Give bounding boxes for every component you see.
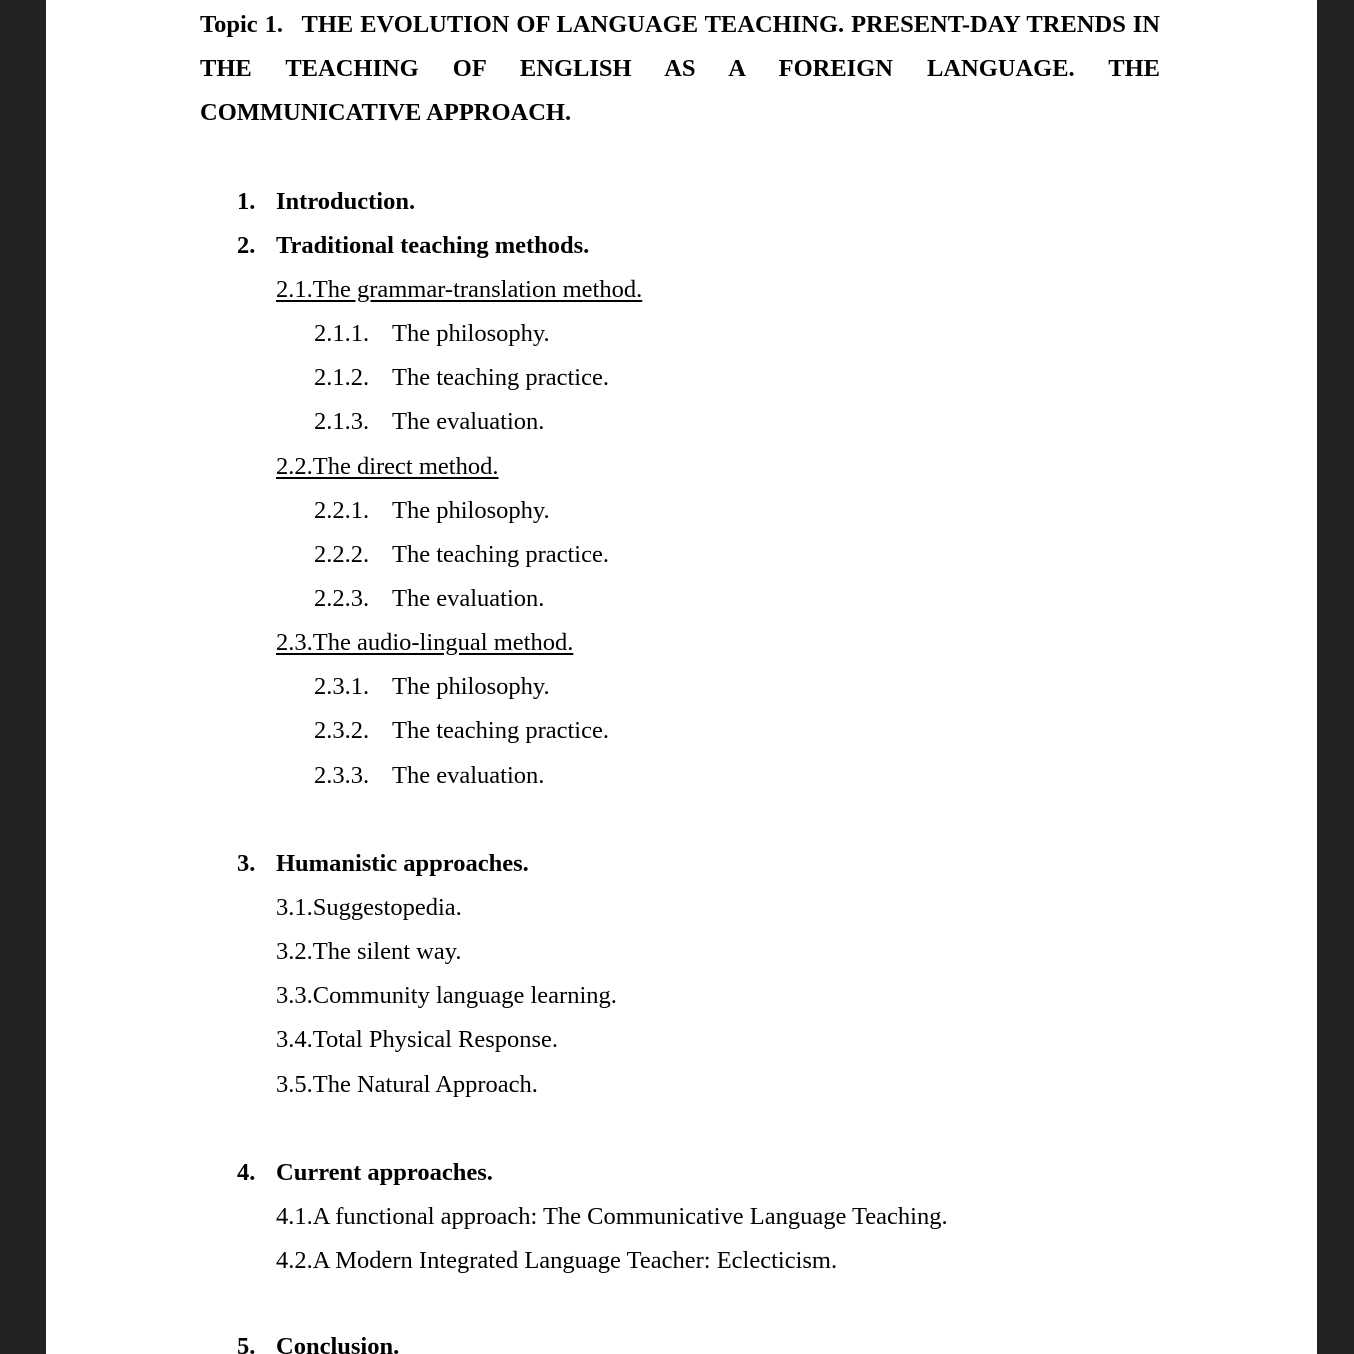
item-text: The teaching practice.: [392, 364, 609, 391]
item-number: 2.3.1.: [314, 673, 370, 700]
outline-item-2-1-2: [314, 356, 609, 400]
item-text: The teaching practice.: [392, 717, 609, 744]
item-number: 2.2.1.: [314, 497, 370, 524]
item-number: 2.2.2.: [314, 541, 370, 568]
item-number: 4.: [237, 1159, 256, 1186]
outline-item-3-1: 3.1.Suggestopedia.: [276, 894, 462, 921]
topic-title-text: THE EVOLUTION OF LANGUAGE TEACHING. PRESENT-DAY TRENDS IN THE TEACHING OF ENGLISH AS A FOREIGN LANGUAGE. THE COMMUNICATIVE APPROACH.: [200, 11, 1161, 126]
outline-item-2-1-3: [314, 400, 544, 444]
item-number: 2.1.3.: [314, 408, 370, 435]
outline-item-4-1: 4.1.A functional approach: The Communicative Language Teaching.: [276, 1203, 948, 1230]
outline-item-2-1-1: [314, 312, 550, 356]
topic-label: Topic 1.: [200, 11, 283, 38]
outline-item-2-2-3: [314, 577, 544, 621]
outline-item-3-2: 3.2.The silent way.: [276, 938, 462, 965]
outline-item-5: [237, 1325, 399, 1354]
item-number: 2.: [237, 232, 256, 259]
outline-item-1: [237, 180, 415, 224]
item-text: The philosophy.: [392, 497, 550, 524]
outline-item-2-1: 2.1.The grammar-translation method.: [276, 276, 643, 303]
outline-item-3: [237, 842, 529, 886]
outline-item-4-2: 4.2.A Modern Integrated Language Teacher: Eclecticism.: [276, 1247, 838, 1274]
item-text: The teaching practice.: [392, 541, 609, 568]
item-text: Humanistic approaches.: [276, 850, 529, 877]
item-number: 2.1.1.: [314, 320, 370, 347]
outline-item-3-5: 3.5.The Natural Approach.: [276, 1071, 538, 1098]
item-text: Current approaches.: [276, 1159, 493, 1186]
item-text: The philosophy.: [392, 320, 550, 347]
outline-item-2-3: 2.3.The audio-lingual method.: [276, 629, 574, 656]
outline-item-2: [237, 224, 589, 268]
item-number: 1.: [237, 188, 256, 215]
item-text: Traditional teaching methods.: [276, 232, 590, 259]
outline-item-2-3-1: [314, 665, 550, 709]
document-page: [46, 0, 1317, 1354]
item-number: 2.3.3.: [314, 762, 370, 789]
item-text: The evaluation.: [392, 585, 545, 612]
document-title: [200, 3, 1160, 135]
outline-item-2-2-2: [314, 533, 609, 577]
item-text: The evaluation.: [392, 408, 545, 435]
outline-item-4: [237, 1151, 493, 1195]
outline-item-2-3-2: [314, 709, 609, 753]
item-text: Introduction.: [276, 188, 416, 215]
outline-item-3-4: 3.4.Total Physical Response.: [276, 1026, 559, 1053]
item-number: 3.: [237, 850, 256, 877]
item-number: 2.1.2.: [314, 364, 370, 391]
item-text: Conclusion.: [276, 1333, 400, 1354]
outline-item-2-3-3: [314, 754, 544, 798]
item-number: 2.2.3.: [314, 585, 370, 612]
outline-item-2-2-1: [314, 489, 550, 533]
item-number: 5.: [237, 1333, 256, 1354]
outline-item-2-2: 2.2.The direct method.: [276, 453, 499, 480]
item-number: 2.3.2.: [314, 717, 370, 744]
item-text: The evaluation.: [392, 762, 545, 789]
outline-item-3-3: 3.3.Community language learning.: [276, 982, 617, 1009]
item-text: The philosophy.: [392, 673, 550, 700]
